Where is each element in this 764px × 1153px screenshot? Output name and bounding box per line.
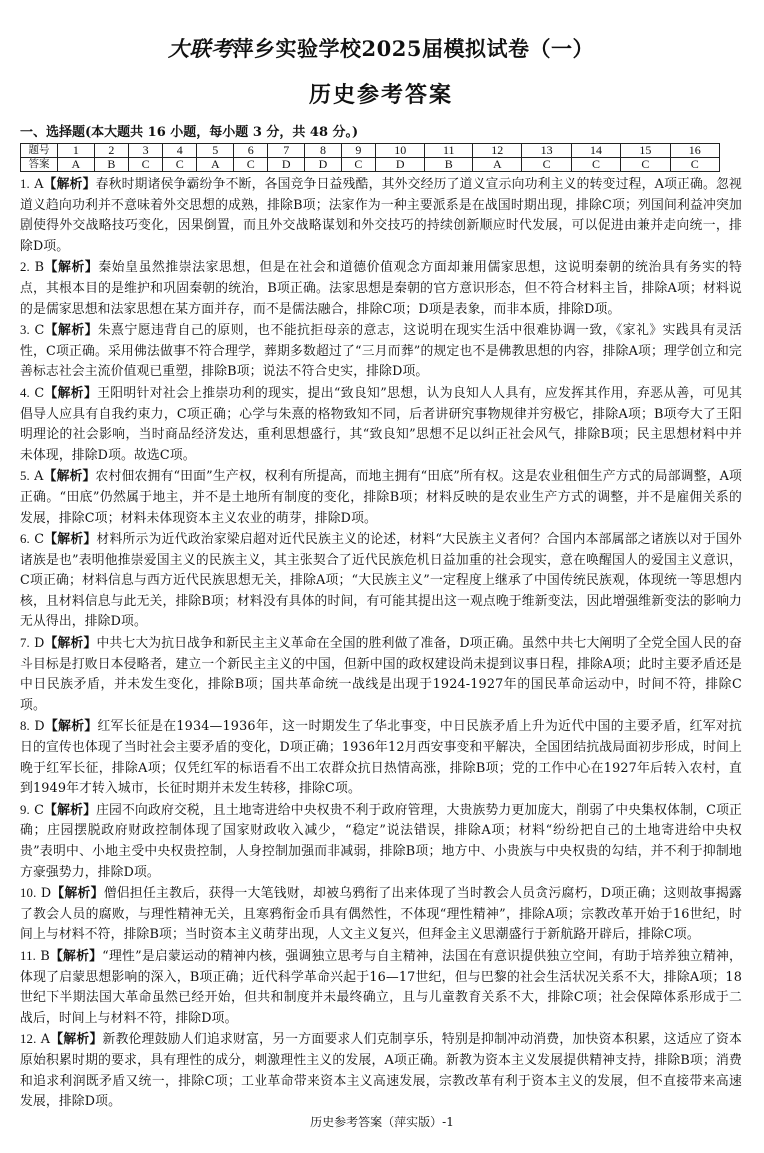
item-analysis-tag: 【解析】: [44, 802, 97, 818]
item-number: 11.: [20, 948, 36, 963]
answer-cell: A: [473, 158, 522, 172]
answer-cell: C: [571, 158, 620, 172]
question-number-cell: 5: [197, 144, 234, 158]
item-explanation-text: 秦始皇虽然推崇法家思想，但是在社会和道德价值观念方面却兼用儒家思想，这说明秦朝的统治具有务实的特点，其根本目的是维护和巩固秦朝的统治，B项正确。法家思想是秦朝的官方意识形态，但不符合材料主旨，排除A项；材料说的是儒家思想和法家思想在某方面并存，而不是儒法融合，排除C项；D项是表象，而非本质，排除D项。: [20, 260, 743, 317]
answer-cell: C: [128, 158, 162, 172]
question-number-cell: 14: [571, 144, 620, 158]
explanation-item: [20, 383, 742, 466]
item-analysis-tag: 【解析】: [44, 719, 98, 735]
item-number: 2.: [20, 260, 30, 275]
answer-cell: A: [197, 158, 234, 172]
answer-cell: C: [234, 158, 268, 172]
item-analysis-tag: 【解析】: [44, 532, 97, 548]
item-explanation-text: 中共七大为抗日战争和新民主主义革命在全国的胜利做了准备，D项正确。虽然中共七大阐明了全党全国人民的奋斗目标是打败日本侵略者，建立一个新民主主义的中国，但新中国的政权建设尚未提到议事日程，排除A项；此时主要矛盾还是中日民族矛盾，并未发生变化，排除B项；国共革命统一战线是出现于1924-1927年的国民革命运动中，时间不符，排除C项。: [20, 636, 742, 713]
answer-cell: D: [268, 158, 305, 172]
page-footer: 历史参考答案（萍实版）-1: [310, 1115, 454, 1129]
item-number: 6.: [20, 532, 30, 547]
item-explanation-text: 僧侣担任主教后，获得一大笔钱财，却被乌鸦衔了出来体现了当时教会人员贪污腐朽，D项正确；这则故事揭露了教会人员的腐败，与理性精神无关，且寒鸦衔金币具有偶然性，不体现“理性精神”，排除A项；宗教改革开始于16世纪，时间上与材料不符，排除B项；当时资本主义萌芽出现，人文主义复兴，但拜金主义思潮盛行于新航路开辟后，排除C项。: [20, 886, 742, 943]
question-number-cell: 8: [305, 144, 342, 158]
question-number-cell: 16: [670, 144, 719, 158]
item-answer-letter: D: [40, 886, 52, 902]
item-number: 12.: [20, 1032, 37, 1047]
answer-cell: C: [163, 158, 197, 172]
question-number-cell: 10: [376, 144, 425, 158]
item-explanation-text: 朱熹宁愿违背自己的原则，也不能抗拒母亲的意志，这说明在现实生活中很难协调一致，《家礼》实践具有灵活性，C项正确。采用佛法做事不符合理学，葬期多数超过了“三月而葬”的规定也不是佛教思想的内容，排除A项；理学创立和完善标志社会主流价值观已重塑，排除B项；说法不符合史实，排除D项。: [20, 323, 742, 380]
item-analysis-tag: 【解析】: [44, 260, 99, 276]
question-number-cell: 6: [234, 144, 268, 158]
question-number-cell: 7: [268, 144, 305, 158]
answer-cell: C: [621, 158, 670, 172]
item-answer-letter: A: [34, 177, 44, 192]
question-number-cell: 2: [94, 144, 128, 158]
exam-title: 萍乡实验学校2025届模拟试卷（一）: [232, 36, 594, 61]
explanation-list: [20, 174, 742, 1113]
item-answer-letter: D: [34, 636, 45, 652]
explanation-item: [20, 716, 742, 799]
question-number-cell: 11: [425, 144, 473, 158]
question-number-cell: 15: [621, 144, 670, 158]
answer-cell: B: [425, 158, 473, 172]
answer-cell: D: [305, 158, 342, 172]
page-title: [20, 34, 742, 64]
question-number-cell: 1: [58, 144, 95, 158]
answer-cell: B: [94, 158, 128, 172]
item-answer-letter: A: [34, 469, 44, 485]
item-answer-letter: D: [34, 719, 45, 735]
explanation-item: [20, 633, 742, 716]
item-explanation-text: 新教伦理鼓励人们追求财富，另一方面要求人们克制享乐，特别是抑制冲动消费，加快资本积累，这适应了资本原始积累时期的要求，具有理性的成分，刺激理性主义的发展，A项正确。新教为资本主义发展提供精神支持，排除B项；消费和追求利润既矛盾又统一，排除C项；工业革命带来资本主义高速发展，宗教改革有利于资本主义的发展，但不直接带来高速发展，排除D项。: [20, 1032, 742, 1110]
item-number: 8.: [20, 719, 30, 734]
item-analysis-tag: 【解析】: [50, 1032, 103, 1048]
answer-table-answer-row: [21, 158, 720, 172]
answer-table-row-label: 题号: [21, 144, 58, 158]
answer-cell: C: [670, 158, 719, 172]
explanation-item: [20, 257, 742, 320]
item-analysis-tag: 【解析】: [49, 948, 103, 964]
section-heading: 一、选择题(本大题共 16 小题，每小题 3 分，共 48 分。): [20, 125, 359, 140]
item-analysis-tag: 【解析】: [44, 385, 98, 401]
page-subtitle: 历史参考答案: [308, 82, 453, 108]
explanation-item: [20, 174, 742, 257]
item-explanation-text: 王阳明针对社会上推崇功利的现实，提出“致良知”思想，认为良知人人具有，应发挥其作用，弃恶从善，可见其倡导人应具有自我约束力，C项正确；心学与朱熹的格物致知不同，后者讲研究事物规律并穷极它，排除A项；B项夸大了王阳明理论的社会影响，当时商品经济发达，重利思想盛行，其“致良知”思想不足以纠正社会风气，排除B项；民主思想材料中并未体现，排除D项。故选C项。: [20, 385, 743, 463]
answer-cell: C: [341, 158, 375, 172]
item-analysis-tag: 【解析】: [44, 323, 98, 339]
item-analysis-tag: 【解析】: [51, 886, 104, 902]
question-number-cell: 3: [128, 144, 162, 158]
item-number: 10.: [20, 886, 37, 901]
brand-logo-text: 大联考: [168, 36, 233, 61]
explanation-item: [20, 320, 742, 383]
answer-cell: A: [58, 158, 95, 172]
item-number: 3.: [20, 323, 30, 338]
item-analysis-tag: 【解析】: [43, 177, 96, 192]
question-number-cell: 13: [522, 144, 571, 158]
question-number-cell: 9: [341, 144, 375, 158]
item-explanation-text: 春秋时期诸侯争霸纷争不断，各国竞争日益残酷，其外交经历了道义宣示向功利主义的转变过程，A项正确。忽视道义趋向功利并不意味着外交思想的成熟，排除B项；法家作为一种主要派系是在战国时期出现，排除C项；列国间利益冲突加剧使得外交战略技巧变化，因果倒置，而且外交战略谋划和外交技巧的持续创新顺应时代发展，可以促进由兼并走向统一，排除D项。: [20, 177, 743, 254]
item-answer-letter: B: [40, 948, 50, 964]
item-answer-letter: C: [34, 532, 45, 548]
explanation-item: [20, 800, 742, 883]
item-answer-letter: C: [34, 802, 45, 818]
item-number: 4.: [20, 385, 30, 400]
item-explanation-text: 材料所示为近代政治家梁启超对近代民族主义的论述，材料“大民族主义者何？合国内本部属部之诸族以对于国外诸族是也”表明他推崇爱国主义的民族主义，其主张契合了近代民族危机日益加重的社会现实，意在唤醒国人的爱国主义意识，C项正确；材料信息与西方近代民族思想无关，排除A项；“大民族主义”一定程度上继承了中国传统民族观，体现统一等思想内核，且材料信息与此无关，排除B项；材料没有具体的时间，有可能其提出这一观点晚于维新变法，因此增强维新变法的影响力无从得出，排除D项。: [20, 532, 742, 630]
item-number: 1.: [20, 177, 30, 191]
item-explanation-text: 红军长征是在1934—1936年，这一时期发生了华北事变，中日民族矛盾上升为近代中国的主要矛盾，红军对抗日的宣传也体现了当时社会主要矛盾的变化，D项正确；1936年12月西安事变和平解决，全国团结抗战局面初步形成，时间上晚于红军长征，排除A项；仅凭红军的标语看不出工农群众抗日热情高涨，排除B项；党的工作中心在1927年后转入农村，直到1949年才转入城市，长征时期并未发生转移，排除C项。: [20, 719, 743, 797]
explanation-item: [20, 1029, 742, 1112]
item-explanation-text: 农村佃农拥有“田面”生产权，权利有所提高，而地主拥有“田底”所有权。这是农业租佃生产方式的局部调整，A项正确。“田底”仍然属于地主，并不是土地所有制度的变化，排除B项；材料反映的是农业生产方式的调整，并不是雇佣关系的发展，排除C项；材料未体现资本主义农业的萌芽，排除D项。: [20, 469, 742, 526]
item-analysis-tag: 【解析】: [44, 636, 97, 652]
question-number-cell: 4: [163, 144, 197, 158]
answer-table: [20, 143, 720, 172]
answer-table-number-row: [21, 144, 720, 158]
item-answer-letter: C: [34, 323, 45, 339]
item-number: 9.: [20, 802, 30, 817]
question-number-cell: 12: [473, 144, 522, 158]
explanation-item: [20, 883, 742, 946]
answer-cell: C: [522, 158, 571, 172]
item-number: 7.: [20, 636, 30, 651]
item-number: 5.: [20, 469, 30, 484]
item-answer-letter: C: [34, 385, 45, 401]
item-explanation-text: “理性”是启蒙运动的精神内核，强调独立思考与自主精神，法国在有意识提供独立空间，有助于培养独立精神，体现了启蒙思想影响的深入，B项正确；近代科学革命兴起于16—17世纪，但与巴黎的社会生活状况关系不大，排除A项；18世纪下半期法国大革命虽然已经开始，但共和制度并未最终确立，且与儿童教育关系不大，排除C项；社会保障体系形成于二战后，时间上与材料不符，排除D项。: [20, 948, 742, 1026]
answer-cell: D: [376, 158, 425, 172]
item-answer-letter: A: [40, 1032, 51, 1048]
explanation-item: [20, 946, 742, 1029]
item-analysis-tag: 【解析】: [43, 469, 96, 485]
item-answer-letter: B: [34, 260, 45, 276]
explanation-item: [20, 466, 742, 529]
item-explanation-text: 庄园不向政府交税，且土地寄进给中央权贵不利于政府管理，大贵族势力更加庞大，削弱了中央集权体制，C项正确；庄园摆脱政府财政控制体现了国家财政收入减少，“稳定”说法错误，排除A项；材料“纷纷把自己的土地寄进给中央权贵”表明中、小地主受中央权贵控制，人身控制加强而非减弱，排除B项；地方中、小贵族与中央权贵的勾结，并不利于抑制地方豪强势力，排除D项。: [20, 802, 743, 880]
explanation-item: [20, 529, 742, 633]
answer-table-row-label: 答案: [21, 158, 58, 172]
